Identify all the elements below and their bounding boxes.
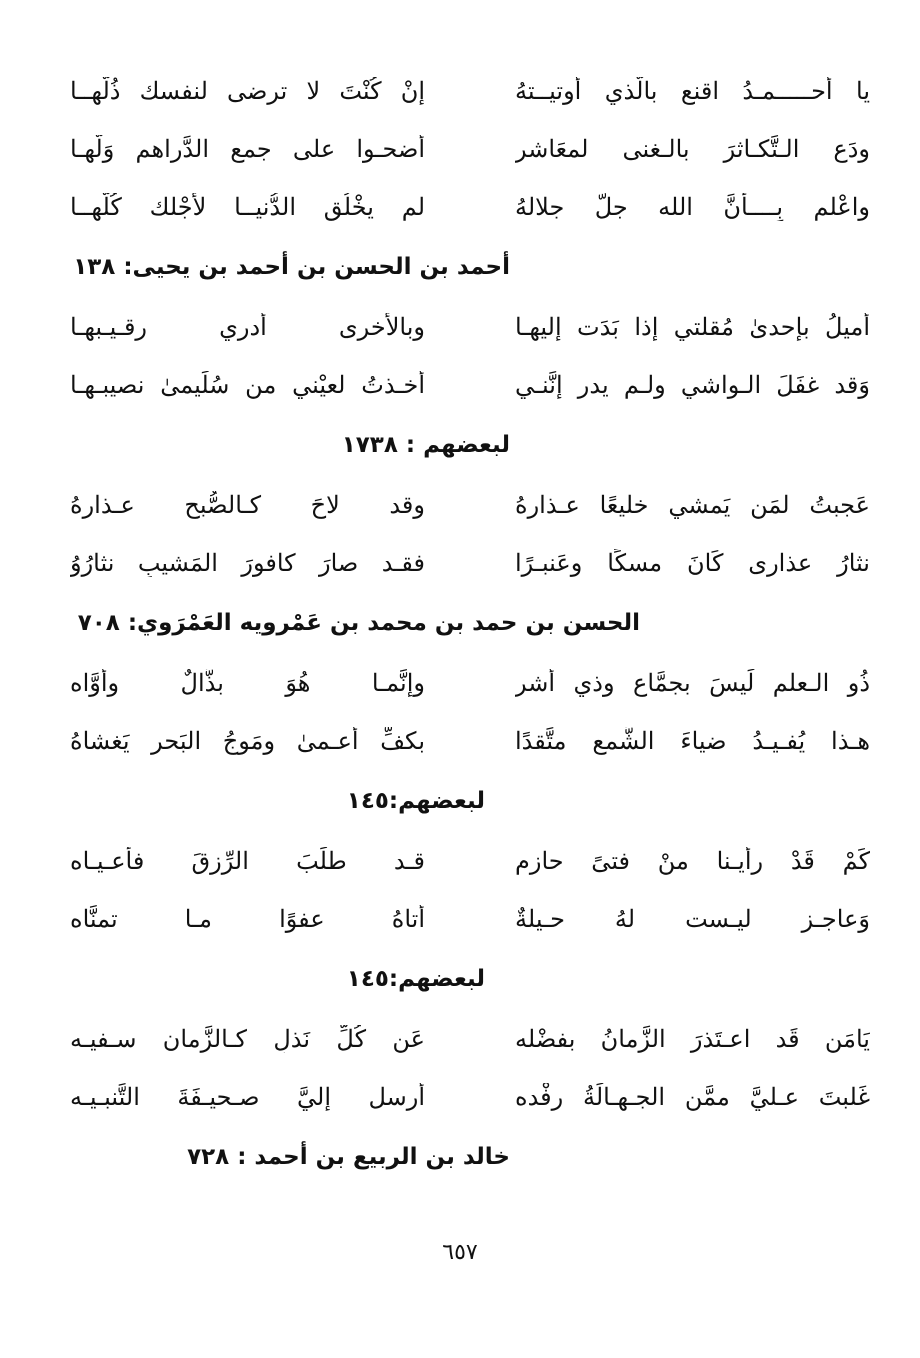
second-hemistich: بكفِّ أعـمىٰ ومَوجُ البَحرِ يَغشاهُ <box>70 727 425 755</box>
second-hemistich: وإنَّمـا هُوَ بذَّالٌ وأوَّاه <box>70 669 425 697</box>
second-hemistich: قـد طلَبَ الرِّزقَ فأعـيـاه <box>70 847 425 875</box>
section-heading: خالد بن الربيع بن أحمد : ٧٢٨ <box>187 1144 510 1170</box>
second-hemistich: أتاهُ عفوًا مـا تمنَّاه <box>70 905 425 933</box>
first-hemistich: أميلُ بإحدىٰ مُقلتي إذا بَدَت إليهـا <box>515 313 870 341</box>
first-hemistich: عَجبتُ لمَن يَمشي خليعًا عـذارهُ <box>515 491 870 519</box>
section-heading: لبعضهم : ١٧٣٨ <box>341 432 510 458</box>
verse-line <box>70 178 870 236</box>
second-hemistich: إنْ كُنْتَ لا ترضى لنفسك ذُلَّهــا <box>70 77 425 105</box>
second-hemistich: أخـذتُ لعيْني من سُلَيمىٰ نصيبـهـا <box>70 371 425 399</box>
verse-line <box>70 534 870 592</box>
first-hemistich: غَلبتَ عـليَّ ممَّن الجـهـالَةُ رِفْده <box>515 1083 870 1111</box>
second-hemistich: عَن كُلِّ نَذلٍ كـالزَّمانِ سـفيـه <box>70 1025 425 1053</box>
second-hemistich: وقد لاحَ كـالصُّبحِ عـذارهُ <box>70 491 425 519</box>
second-hemistich: لم يخْلُق الدُّنيــا لأجْلك كُلَّهــا <box>70 193 425 221</box>
verse-line <box>70 356 870 414</box>
first-hemistich: يَامَن قَد اعـتَذرَ الزَّمانُ بفضْله <box>515 1025 870 1053</box>
first-hemistich: يا أحـــــمـدُ اقنع بالَّذي أوتيــتهُ <box>515 77 870 105</box>
verse-line <box>70 298 870 356</box>
first-hemistich: هـذا يُفـيـدُ ضياءَ الشَّمعِ متَّقدًا <box>515 727 870 755</box>
verse-line <box>70 120 870 178</box>
verse-line <box>70 654 870 712</box>
second-hemistich: وبالأخرى أدري رقـيـبهـا <box>70 313 425 341</box>
verse-line <box>70 832 870 890</box>
verse-line <box>70 476 870 534</box>
first-hemistich: ذُو الـعلمِ لَيسَ بجمَّاعٍ وذي أشرٍ <box>515 669 870 697</box>
first-hemistich: كَمْ قَدْ رأيـنا منْ فتىً حازمٍ <box>515 847 870 875</box>
verse-line <box>70 1068 870 1126</box>
first-hemistich: وَقد غفَلَ الـواشي ولـم يدر إنَّنـي <box>515 371 870 399</box>
page-number: ٦٥٧ <box>442 1240 478 1265</box>
first-hemistich: نثارُ عذارى كَانَ مسكًا وعَنبـرًا <box>515 549 870 577</box>
verse-line <box>70 712 870 770</box>
section-heading: أحمد بن الحسن بن أحمد بن يحيى: ١٣٨ <box>73 254 510 280</box>
section-heading: لبعضهم:١٤٥ <box>346 788 485 814</box>
poetry-page <box>70 62 870 1188</box>
first-hemistich: واعْلم بِــــأنَّ الله جلّ جلالهُ <box>515 193 870 221</box>
second-hemistich: أرسل إليَّ صـحيـفَةَ التَّنبـيـه <box>70 1083 425 1111</box>
verse-line <box>70 890 870 948</box>
section-heading: لبعضهم:١٤٥ <box>346 966 485 992</box>
first-hemistich: ودَع الـتَّكـاثرَ بالـغنى لمعَاشرٍ <box>515 135 870 163</box>
verse-line <box>70 1010 870 1068</box>
second-hemistich: فقـد صارَ كافورَ المَشيبِ نثارُوُ <box>70 549 425 577</box>
first-hemistich: وَعاجـزٍ ليـست لهُ حـيلةٌ <box>515 905 870 933</box>
section-heading: الحسن بن حمد بن محمد بن عَمْرويه العَمْرَوي: ٧٠٨ <box>77 610 640 636</box>
second-hemistich: أضحـوا على جمعِ الدَّراهمِ وَلَّهـا <box>70 135 425 163</box>
verse-line <box>70 62 870 120</box>
